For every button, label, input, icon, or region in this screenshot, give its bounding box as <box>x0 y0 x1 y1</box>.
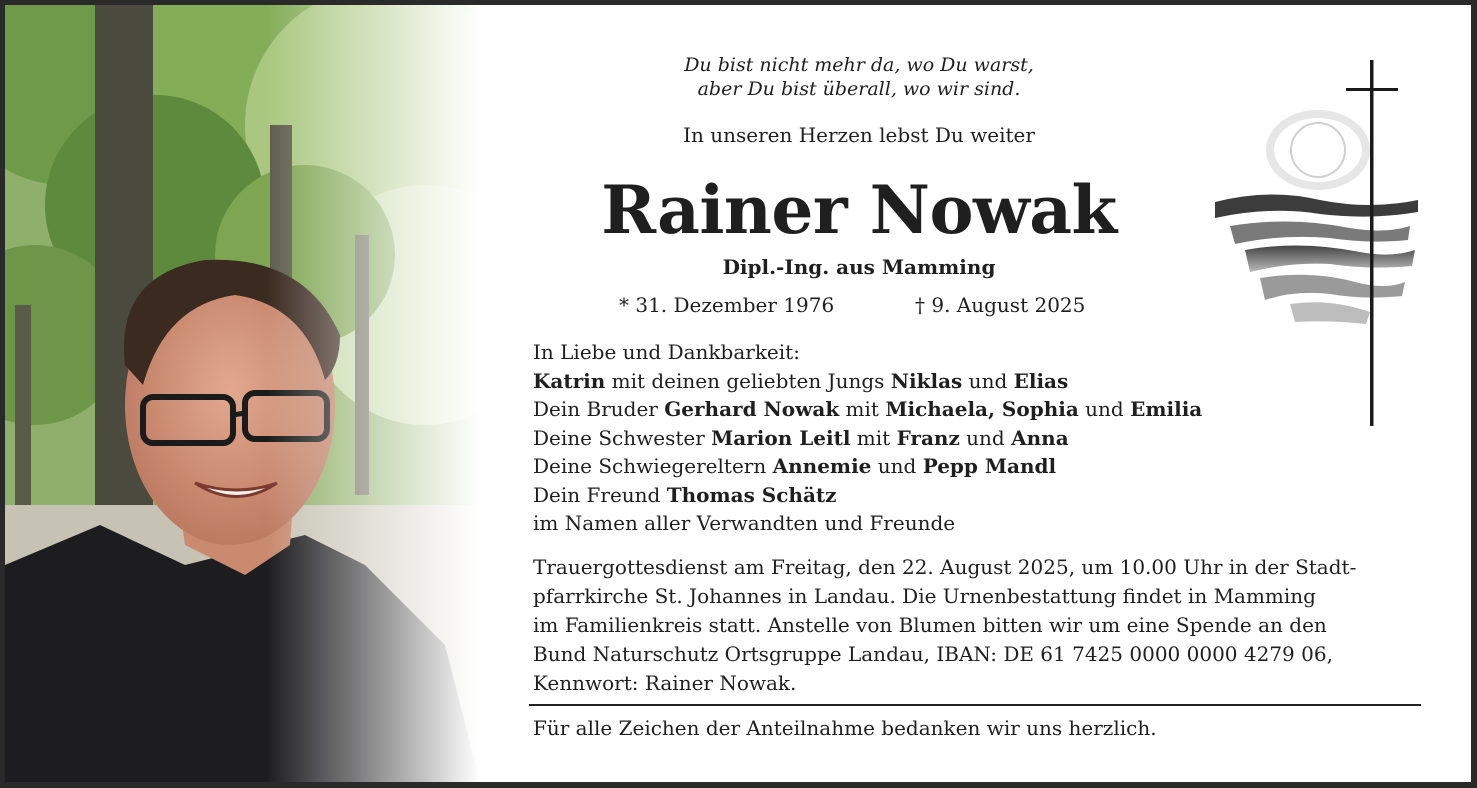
mourner-line: Deine Schwiegereltern Annemie und Pepp Mandl <box>533 454 1057 478</box>
subtitle: In unseren Herzen lebst Du weiter <box>683 123 1035 147</box>
mourners-list <box>533 338 1202 538</box>
portrait-photo <box>5 5 480 782</box>
deceased-title: Dipl.-Ing. aus Mamming <box>722 255 996 279</box>
birth-date: * 31. Dezember 1976 <box>619 293 835 317</box>
service-line: Bund Naturschutz Ortsgruppe Landau, IBAN: DE 61 7425 0000 0000 4279 06, <box>533 642 1333 666</box>
deceased-name: Rainer Nowak <box>601 171 1117 249</box>
mourner-line: Katrin mit deinen geliebten Jungs Niklas und Elias <box>533 368 1069 393</box>
mourners-intro: In Liebe und Dankbarkeit: <box>533 340 800 364</box>
cross-sunset-emblem <box>1180 50 1430 430</box>
service-line: im Familienkreis statt. Anstelle von Blumen bitten wir um eine Spende an den <box>533 613 1327 637</box>
thanks-line: Für alle Zeichen der Anteilnahme bedanken wir uns herzlich. <box>533 716 1157 740</box>
mourner-line: Dein Freund Thomas Schätz <box>533 482 837 507</box>
service-line: Kennwort: Rainer Nowak. <box>533 671 797 695</box>
mourner-line: Dein Bruder Gerhard Nowak mit Michaela, Sophia und Emilia <box>533 397 1203 421</box>
mourner-line: Deine Schwester Marion Leitl mit Franz und Anna <box>533 425 1069 450</box>
service-line: pfarrkirche St. Johannes in Landau. Die Urnenbestattung findet in Mamming <box>533 584 1316 608</box>
quote-line-1: Du bist nicht mehr da, wo Du warst, <box>684 54 1034 76</box>
service-line: Trauergottesdienst am Freitag, den 22. August 2025, um 10.00 Uhr in der Stadt- <box>533 555 1357 579</box>
death-date: † 9. August 2025 <box>915 293 1086 317</box>
quote-line-2: aber Du bist überall, wo wir sind. <box>697 78 1021 100</box>
divider-rule <box>529 704 1421 706</box>
service-info <box>533 553 1356 698</box>
obituary-notice <box>5 5 1471 782</box>
mourner-line: im Namen aller Verwandten und Freunde <box>533 511 956 535</box>
